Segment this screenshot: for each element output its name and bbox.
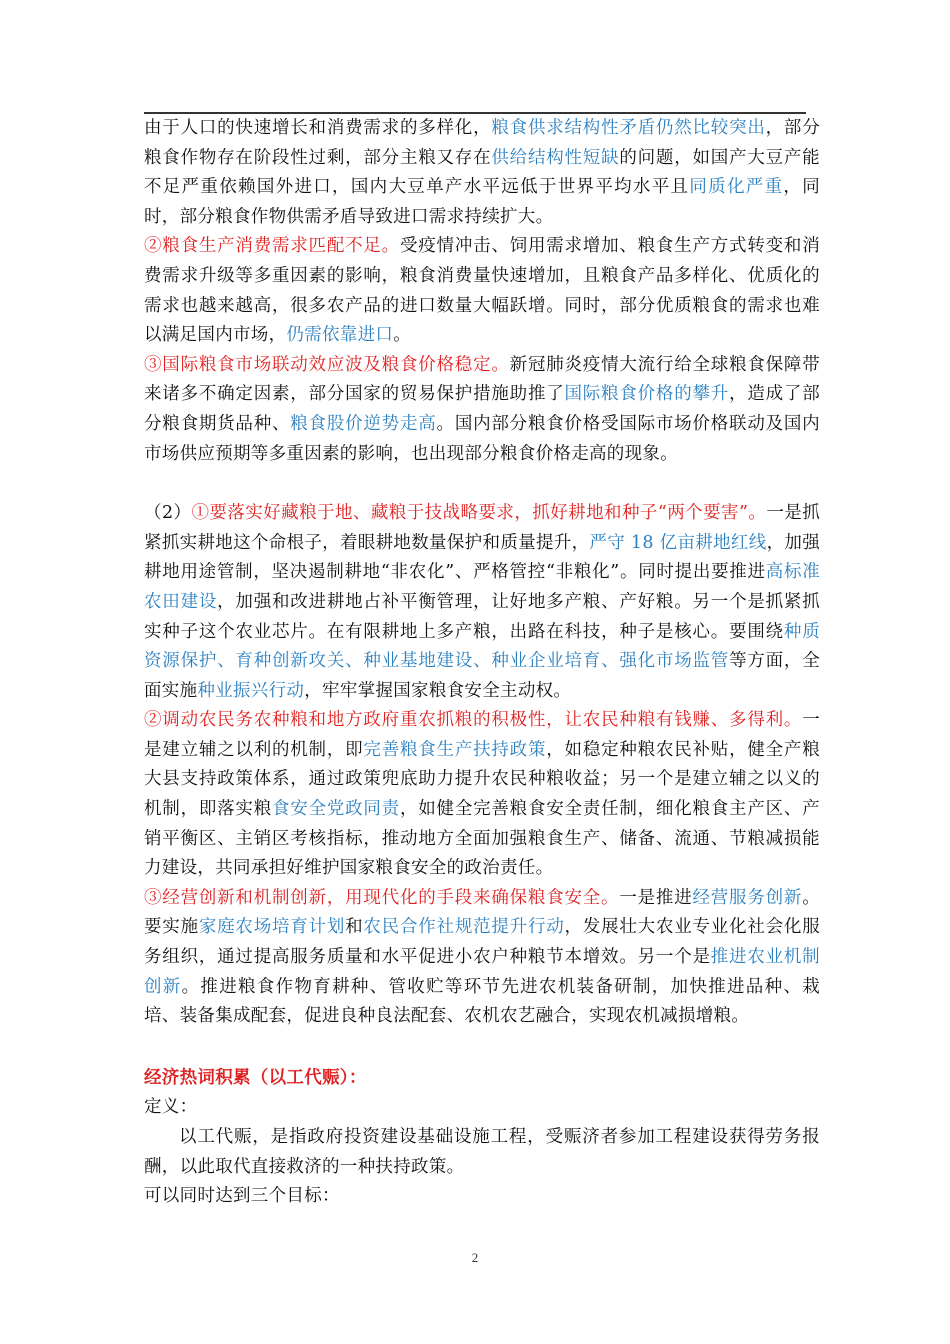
highlight-text: 家庭农场培育计划 (198, 917, 346, 938)
highlight-text: 仍需依靠进口 (286, 325, 394, 346)
point-heading: ②粮食生产消费需求匹配不足。 (144, 236, 400, 257)
highlight-text: 严守 18 亿亩耕地红线 (589, 532, 767, 553)
highlight-text: 推进农业机制创新 (144, 947, 820, 997)
spacer (144, 469, 820, 499)
highlight-text: 国际粮食价格的攀升 (564, 384, 730, 405)
highlight-text: 同质化严重 (689, 177, 784, 198)
paragraph-farmer-incentive: ②调动农民务农种粮和地方政府重农抓粮的积极性，让农民种粮有钱赚、多得利。一是建立辅之以利的机制，即完善粮食生产扶持政策，如稳定种粮农民补贴，健全产粮大县支持政策体系，通过政策兜底助力提升农民种粮收益；另一个是建立辅之以义的机制，即落实粮食安全党政同责，如健全完善粮食安全责任制，细化粮食主产区、产销平衡区、主销区考核指标，推动地方全面加强粮食生产、储备、流通、节粮减损能力建设，共同承担好维护国家粮食安全的政治责任。 (144, 710, 821, 879)
paragraph-demand-mismatch: ②粮食生产消费需求匹配不足。受疫情冲击、饲用需求增加、粮食生产方式转变和消费需求升级等多重因素的影响，粮食消费量快速增加，且粮食产品多样化、优质化的需求也越来越高，很多农产品的进口数量大幅跃增。同时，部分优质粮食的需求也难以满足国内市场，仍需依靠进口。 (144, 236, 820, 346)
paragraph-innovation: ③经营创新和机制创新，用现代化的手段来确保粮食安全。一是推进经营服务创新。要实施家庭农场培育计划和农民合作社规范提升行动，发展壮大农业专业化社会化服务组织，通过提高服务质量和水平促进小农户种粮节本增效。另一个是推进农业机制创新。推进粮食作物育耕种、管收贮等环节先进农机装备研制，加快推进品种、栽培、装备集成配套，促进良种良法配套、农机农艺融合，实现农机减损增粮。 (144, 887, 820, 1027)
definition-text: 以工代赈，是指政府投资建设基础设施工程，受赈济者参加工程建设获得劳务报酬，以此取代直接救济的一种扶持政策。 (144, 1127, 820, 1177)
page-number: 2 (471, 1250, 479, 1265)
highlight-text: 种质资源保护、育种创新攻关、种业基地建设、种业企业培育、强化市场监管 (144, 621, 820, 672)
section-heading: 经济热词积累（以工代赈）： (144, 1067, 367, 1088)
paragraph-international-market: ③国际粮食市场联动效应波及粮食价格稳定。新冠肺炎疫情大流行给全球粮食保障带来诸多不确定因素，部分国家的贸易保护措施助推了国际粮食价格的攀升，造成了部分粮食期货品种、粮食股价逆势走高。国内部分粮食价格受国际市场价格联动及国内市场供应预期等多重因素的影响，也出现部分粮食价格走高的现象。 (144, 354, 820, 464)
spacer (144, 1032, 820, 1064)
highlight-text: 完善粮食生产扶持政策 (363, 739, 547, 760)
point-heading: ③经营创新和机制创新，用现代化的手段来确保粮食安全。 (144, 887, 620, 908)
highlight-text: 供给结构性短缺 (491, 147, 620, 168)
highlight-text: 粮食股价逆势走高 (290, 413, 437, 434)
paragraph-land-and-seed: （2）①要落实好藏粮于地、藏粮于技战略要求，抓好耕地和种子“两个要害”。一是抓紧抓实耕地这个命根子，着眼耕地数量保护和质量提升，严守 18 亿亩耕地红线，加强耕地用途管制，坚决遏制耕地“非农化”、严格管控“非粮化”。同时提出要推进高标准农田建设，加强和改进耕地占补平衡管理，让好地多产粮、产好粮。另一个是抓紧抓实种子这个农业芯片。在有限耕地上多产粮，出路在科技，种子是核心。要围绕种质资源保护、育种创新攻关、种业基地建设、种业企业培育、强化市场监管等方面，全面实施种业振兴行动，牢牢掌握国家粮食安全主动权。 (144, 503, 820, 701)
point-heading: ②调动农民务农种粮和地方政府重农抓粮的积极性，让农民种粮有钱赚、多得利。 (144, 710, 803, 731)
point-heading: ①要落实好藏粮于地、藏粮于技战略要求，抓好耕地和种子“两个要害”。 (191, 503, 767, 524)
highlight-text: 经营服务创新 (692, 887, 803, 908)
paragraph-supply-structure: 由于人口的快速增长和消费需求的多样化，粮食供求结构性矛盾仍然比较突出，部分粮食作物存在阶段性过剩，部分主粮又存在供给结构性短缺的问题，如国产大豆产能不足严重依赖国外进口，国内大豆单产水平远低于世界平均水平且同质化严重，同时，部分粮食作物供需矛盾导致进口需求持续扩大。 (144, 118, 821, 227)
goals-label: 可以同时达到三个目标： (144, 1186, 340, 1207)
highlight-text: 农民合作社规范提升行动 (363, 917, 565, 938)
highlight-text: 种业振兴行动 (197, 680, 305, 701)
definition-label: 定义： (144, 1097, 198, 1118)
point-heading: ③国际粮食市场联动效应波及粮食价格稳定。 (144, 354, 510, 375)
document-body (144, 114, 820, 1212)
highlight-text: 食安全党政同责 (271, 799, 400, 820)
highlight-text: 高标准农田建设 (144, 562, 820, 612)
highlight-text: 粮食供求结构性矛盾仍然比较突出 (491, 118, 766, 138)
